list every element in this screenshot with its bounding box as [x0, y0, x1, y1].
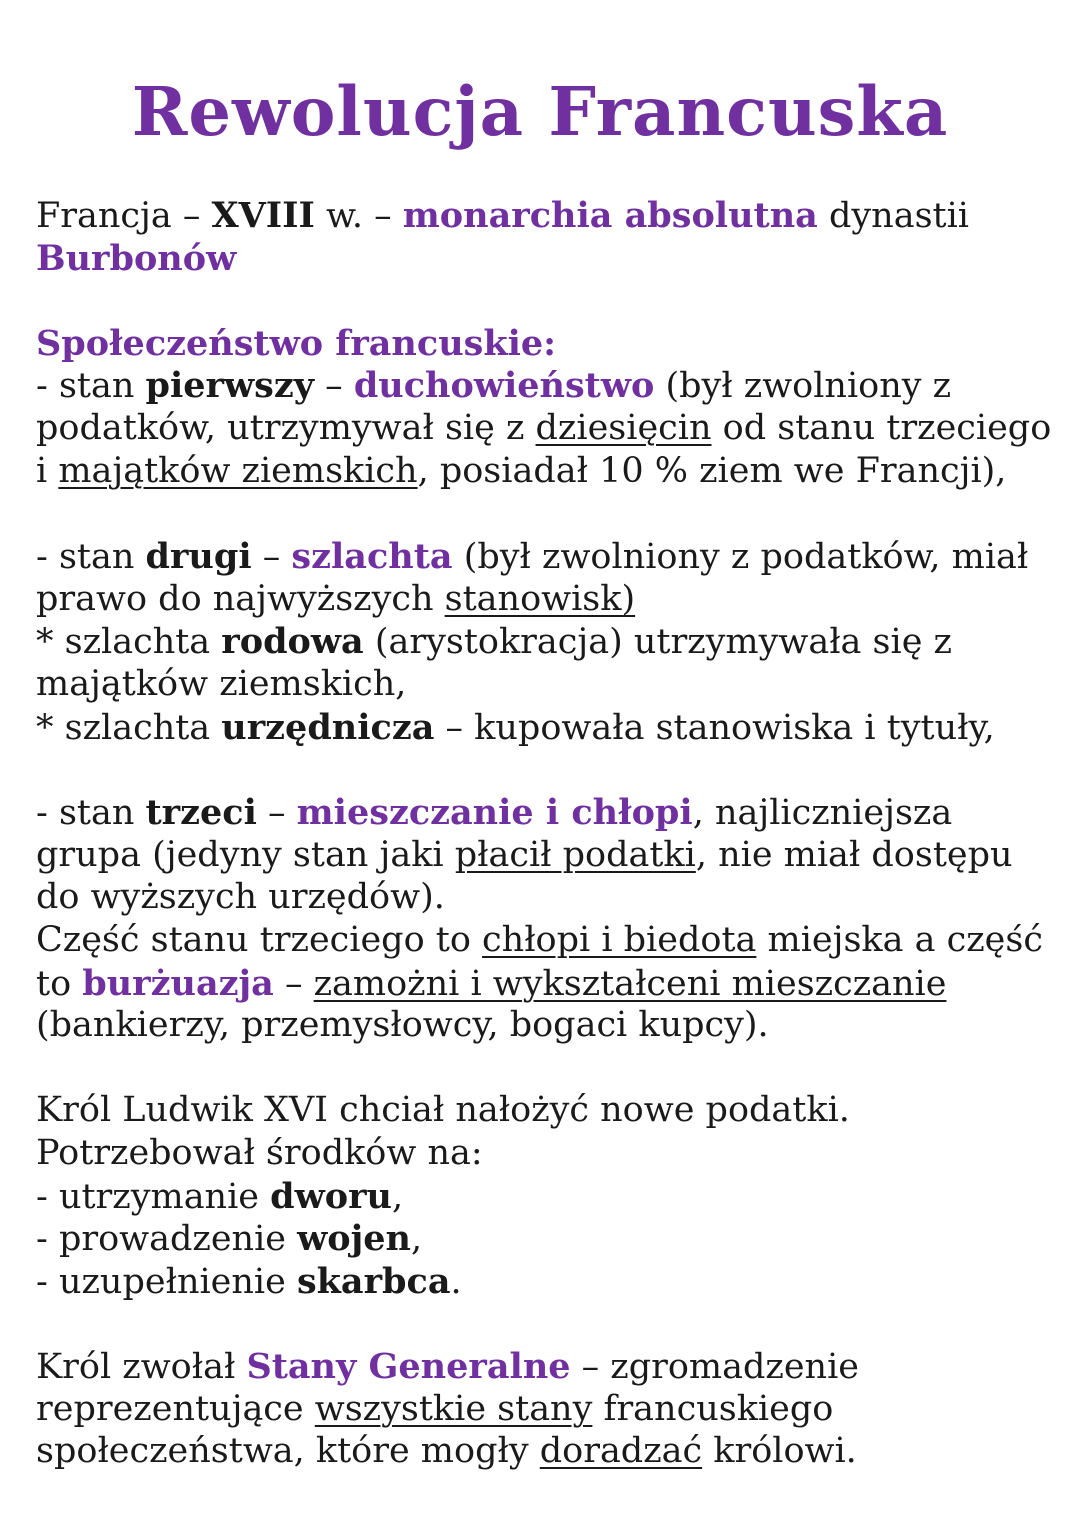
king-list-item-court [36, 1175, 403, 1219]
king-line-2 [36, 1132, 483, 1175]
third-estate-line-3 [36, 876, 445, 919]
text: i [36, 451, 59, 491]
underlined-tithes: dziesięcin [535, 408, 712, 448]
first-estate-line-1 [36, 364, 951, 408]
text: (bankierzy, przemysłowcy, bogaci kupcy). [36, 1005, 769, 1045]
term-hereditary: rodowa [221, 621, 364, 662]
third-estate-line-6 [36, 1004, 769, 1047]
text: królowi. [702, 1431, 857, 1471]
king-line-1 [36, 1089, 850, 1132]
estates-line-1 [36, 1345, 859, 1389]
first-estate-line-2 [36, 407, 1051, 450]
term-bourgeoisie: burżuazja [82, 963, 274, 1004]
underlined-peasants-poor: chłopi i biedota [482, 920, 757, 960]
second-estate-line-5 [36, 706, 995, 750]
text: – [314, 366, 354, 406]
third-estate-line-5 [36, 962, 946, 1006]
term-treasury: skarbca [296, 1261, 451, 1302]
text: dynastii [817, 196, 969, 236]
term-absolute-monarchy: monarchia absolutna [402, 195, 818, 236]
second-estate-line-4 [36, 663, 406, 706]
text: społeczeństwa, które mogły [36, 1431, 540, 1471]
text: , posiadał 10 % ziem we Francji), [417, 451, 1007, 491]
society-heading: Społeczeństwo francuskie: [36, 323, 557, 364]
term-nobility: szlachta [291, 536, 453, 577]
text: – zgromadzenie [570, 1347, 859, 1387]
text: (arystokracja) utrzymywała się z [363, 622, 952, 662]
term-third: trzeci [145, 792, 257, 833]
text: – [251, 537, 292, 577]
term-wars: wojen [297, 1218, 411, 1259]
text: majątków ziemskich, [36, 664, 407, 704]
estates-line-3 [36, 1430, 857, 1473]
estates-line-2 [36, 1388, 833, 1431]
underlined-estates: majątków ziemskich [58, 451, 418, 491]
text: Potrzebował środków na: [36, 1133, 483, 1173]
text: - stan [36, 793, 146, 833]
text: to [36, 964, 83, 1004]
underlined-positions: stanowisk) [444, 579, 636, 619]
term-estates-general: Stany Generalne [246, 1346, 571, 1387]
text: grupa (jedyny stan jaki [36, 835, 455, 875]
second-estate-line-2 [36, 578, 635, 621]
text: - stan [36, 366, 146, 406]
text: Król Ludwik XVI chciał nałożyć nowe podatki. [36, 1090, 850, 1130]
underlined-all-estates: wszystkie stany [314, 1389, 593, 1429]
text: w. – [314, 196, 403, 236]
second-estate-line-3 [36, 620, 952, 664]
underlined-wealthy-burghers: zamożni i wykształceni mieszczanie [313, 964, 947, 1004]
text: – kupowała stanowiska i tytuły, [434, 708, 995, 748]
term-official: urzędnicza [221, 707, 435, 748]
text: . [450, 1262, 462, 1302]
underlined-advise: doradzać [539, 1431, 703, 1471]
text: miejska a część [756, 920, 1043, 960]
term-second: drugi [145, 536, 252, 577]
text: , [391, 1177, 404, 1217]
text: do wyższych urzędów). [36, 877, 445, 917]
text: , [410, 1219, 423, 1259]
intro-line-2 [36, 237, 236, 281]
text: Część stanu trzeciego to [36, 920, 483, 960]
text: - uzupełnienie [36, 1262, 297, 1302]
text: - utrzymanie [36, 1177, 271, 1217]
term-clergy: duchowieństwo [353, 365, 655, 406]
text: , najliczniejsza [692, 793, 953, 833]
underlined-paid-taxes: płacił podatki [454, 835, 696, 875]
king-list-item-wars [36, 1217, 422, 1261]
third-estate-line-1 [36, 791, 952, 835]
third-estate-line-2 [36, 834, 1013, 877]
term-century: XVIII [211, 195, 315, 236]
text: Francja – [36, 196, 212, 236]
page-title: Rewolucja Francuska [131, 72, 949, 151]
first-estate-line-3 [36, 450, 1006, 493]
second-estate-line-1 [36, 535, 1028, 579]
text: - prowadzenie [36, 1219, 298, 1259]
text: – [273, 964, 314, 1004]
text: , nie miał dostępu [695, 835, 1013, 875]
third-estate-line-4 [36, 919, 1043, 962]
text: – [256, 793, 297, 833]
term-first: pierwszy [145, 365, 315, 406]
text: reprezentujące [36, 1389, 315, 1429]
text: * szlachta [36, 622, 222, 662]
text: Król zwołał [36, 1347, 247, 1387]
text: od stanu trzeciego [711, 408, 1052, 448]
text: prawo do najwyższych [36, 579, 445, 619]
term-court: dworu [270, 1176, 392, 1217]
king-list-item-treasury [36, 1260, 462, 1304]
text: * szlachta [36, 708, 222, 748]
term-burghers-peasants: mieszczanie i chłopi [296, 792, 693, 833]
text: (był zwolniony z [654, 366, 952, 406]
text: - stan [36, 537, 146, 577]
text: (był zwolniony z podatków, miał [452, 537, 1029, 577]
intro-line-1 [36, 194, 969, 238]
text: podatków, utrzymywał się z [36, 408, 536, 448]
text: francuskiego [592, 1389, 834, 1429]
term-bourbons: Burbonów [36, 238, 237, 279]
